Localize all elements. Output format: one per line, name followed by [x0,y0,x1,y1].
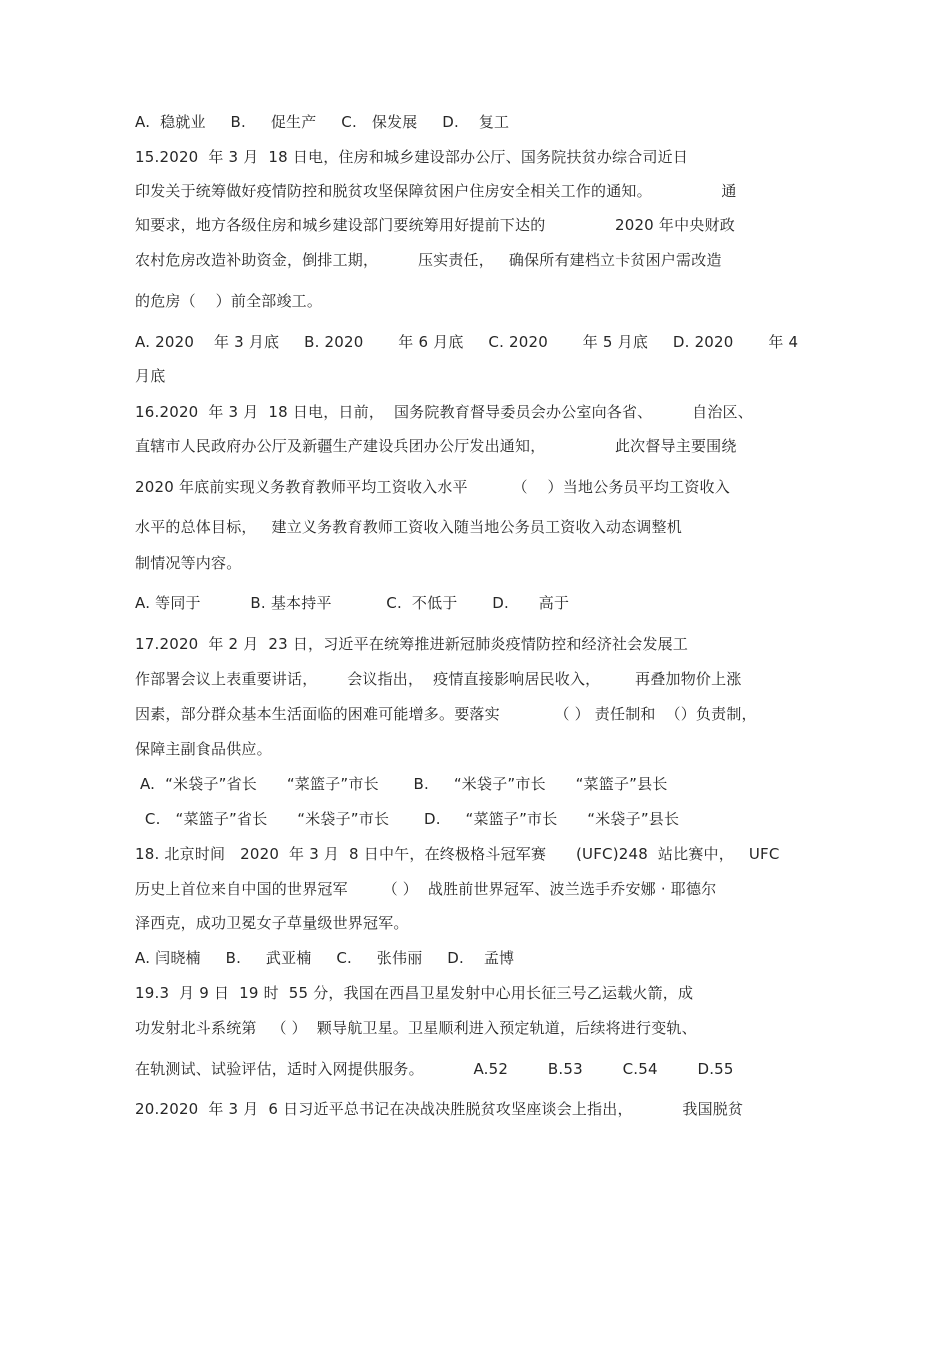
q18-text-line-1: 18. 北京时间 2020 年 3 月 8 日中午，在终极格斗冠军赛 (UFC)248 站比赛中， UFC [135,845,780,863]
q17-text-line-4: 保障主副食品供应。 [135,740,272,758]
q19-text-line-2: 功发射北斗系统第 （ ） 颗导航卫星。卫星顺利进入预定轨道，后续将进行变轨、 [135,1019,697,1037]
q18-text-line-3: 泽西克，成功卫冕女子草量级世界冠军。 [135,914,409,932]
q16-text-line-3: 2020 年底前实现义务教育教师平均工资收入水平 （ ）当地公务员平均工资收入 [135,478,730,496]
q16-text-line-4: 水平的总体目标， 建立义务教育教师工资收入随当地公务员工资收入动态调整机 [135,518,682,536]
q15-text-line-2: 印发关于统筹做好疫情防控和脱贫攻坚保障贫困户住房安全相关工作的通知。 通 [135,182,737,200]
q15-text-line-3: 知要求，地方各级住房和城乡建设部门要统筹用好提前下达的 2020 年中央财政 [135,216,735,234]
q15-text-line-1: 15.2020 年 3 月 18 日电，住房和城乡建设部办公厅、国务院扶贫办综合司近日 [135,148,689,166]
q16-text-line-2: 直辖市人民政府办公厅及新疆生产建设兵团办公厅发出通知， 此次督导主要围绕 [135,437,737,455]
q17-text-line-1: 17.2020 年 2 月 23 日，习近平在统筹推进新冠肺炎疫情防控和经济社会发展工 [135,635,689,653]
q15-text-line-4: 农村危房改造补助资金，倒排工期， 压实责任， 确保所有建档立卡贫困户需改造 [135,251,722,269]
q17-options-cd: C. “菜篮子”省长 “米袋子”市长 D. “菜篮子”市长 “米袋子”县长 [135,810,680,828]
q16-options: A. 等同于 B. 基本持平 C. 不低于 D. 高于 [135,594,570,612]
q17-text-line-2: 作部署会议上表重要讲话， 会议指出， 疫情直接影响居民收入， 再叠加物价上涨 [135,670,742,688]
q16-text-line-1: 16.2020 年 3 月 18 日电，日前， 国务院教育督导委员会办公室向各省、 自治区、 [135,403,753,421]
q15-options-cont: 月底 [135,367,166,385]
q15-options: A. 2020 年 3 月底 B. 2020 年 6 月底 C. 2020 年 5 月底 D. 2020 年 4 [135,333,799,351]
q14-options: A. 稳就业 B. 促生产 C. 保发展 D. 复工 [135,113,510,131]
q18-text-line-2: 历史上首位来自中国的世界冠军 （ ） 战胜前世界冠军、波兰选手乔安娜 · 耶德尔 [135,880,717,898]
q17-options-ab: A. “米袋子”省长 “菜篮子”市长 B. “米袋子”市长 “菜篮子”县长 [135,775,668,793]
q15-text-line-5: 的危房（ ）前全部竣工。 [135,292,323,310]
q20-text-line-1: 20.2020 年 3 月 6 日习近平总书记在决战决胜脱贫攻坚座谈会上指出， 我国脱贫 [135,1100,744,1118]
q16-text-line-5: 制情况等内容。 [135,554,242,572]
q19-text-line-1: 19.3 月 9 日 19 时 55 分，我国在西昌卫星发射中心用长征三号乙运载火箭，成 [135,984,694,1002]
q19-text-line-3: 在轨测试、试验评估，适时入网提供服务。 A.52 B.53 C.54 D.55 [135,1060,734,1078]
q18-options: A. 闫晓楠 B. 武亚楠 C. 张伟丽 D. 孟博 [135,949,515,967]
q17-text-line-3: 因素，部分群众基本生活面临的困难可能增多。要落实 （ ） 责任制和 （）负责制， [135,705,757,723]
